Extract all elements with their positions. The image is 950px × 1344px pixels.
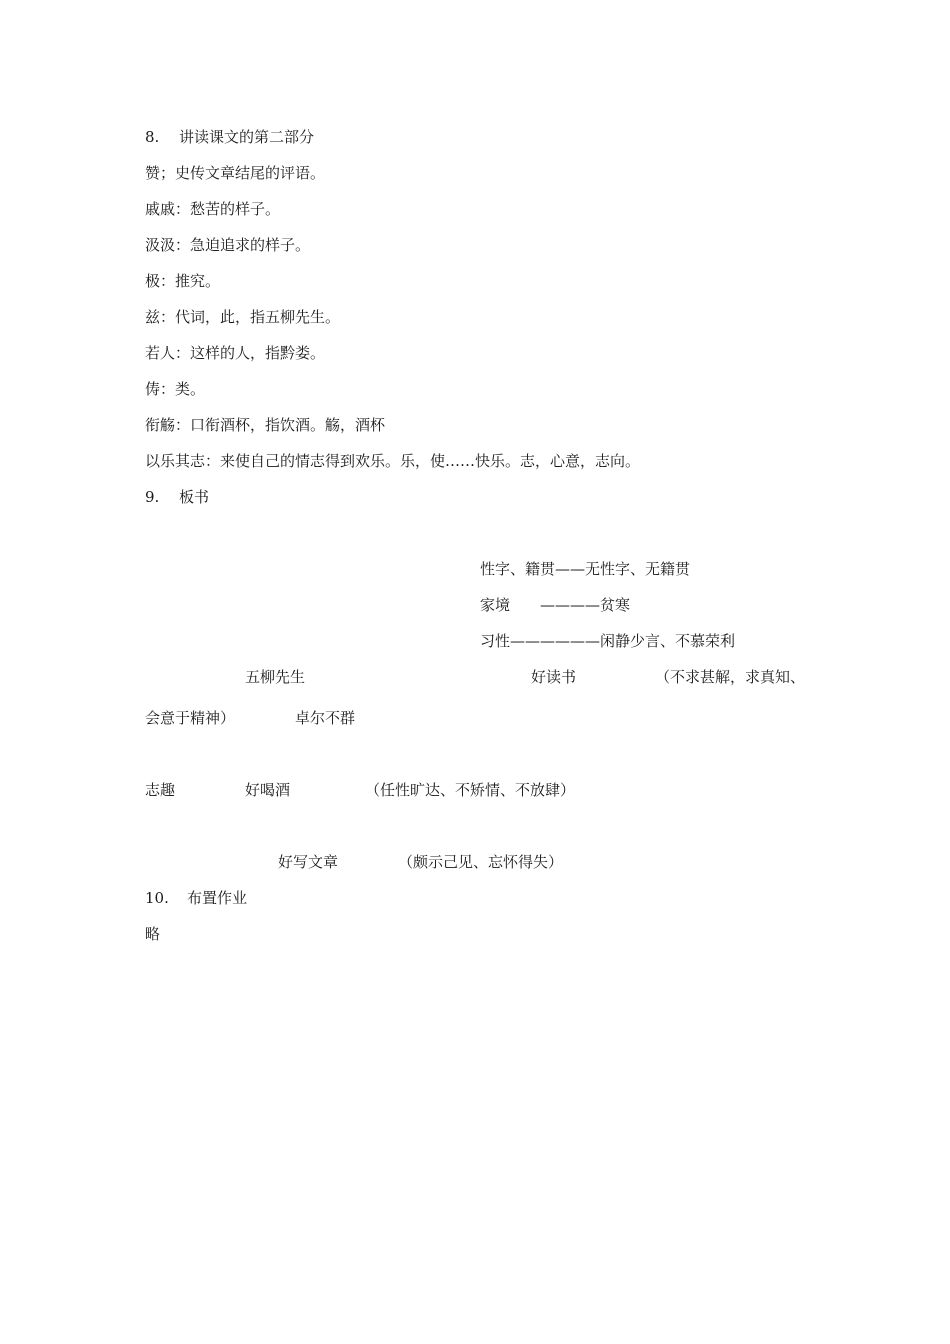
board-hobby-writing-note: （颇示己见、忘怀得失） xyxy=(398,853,564,871)
note-zi: 兹：代词，此，指五柳先生。 xyxy=(145,308,341,326)
board-zhiqu: 志趣 xyxy=(145,781,176,799)
note-xianshang: 衔觞：口衔酒杯，指饮酒。觞，酒杯 xyxy=(145,416,386,434)
board-hobby-writing: 好写文章 xyxy=(278,853,339,871)
note-qiqi: 戚戚：愁苦的样子。 xyxy=(145,200,281,218)
board-hobby-reading-note-b: 会意于精神） xyxy=(145,709,236,727)
note-yileqizhi: 以乐其志：来使自己的情志得到欢乐。乐，使……快乐。志，心意，志向。 xyxy=(145,452,641,470)
section-8-heading xyxy=(145,127,314,147)
section-10-number: 10. xyxy=(145,889,169,907)
note-ruoren: 若人：这样的人，指黔娄。 xyxy=(145,344,326,362)
board-hobby-drinking: 好喝酒 xyxy=(245,781,291,799)
board-hobby-drinking-note: （任性旷达、不矫情、不放肆） xyxy=(365,781,576,799)
board-habit-line: 习性——————闲静少言、不慕荣利 xyxy=(480,632,736,650)
note-zan: 赞；史传文章结尾的评语。 xyxy=(145,164,326,182)
note-chou: 俦：类。 xyxy=(145,380,206,398)
section-10-body: 略 xyxy=(145,925,161,943)
section-8-number: 8. xyxy=(145,128,160,146)
board-title: 五柳先生 xyxy=(245,668,306,686)
board-hobby-reading-note-a: （不求甚解，求真知、 xyxy=(655,668,806,686)
section-9-title: 板书 xyxy=(179,488,210,506)
board-origin-line: 性字、籍贯——无性字、无籍贯 xyxy=(480,560,691,578)
section-8-title: 讲读课文的第二部分 xyxy=(179,128,315,146)
note-jiji: 汲汲：急迫追求的样子。 xyxy=(145,236,311,254)
board-hobby-reading: 好读书 xyxy=(531,668,577,686)
note-ji: 极：推究。 xyxy=(145,272,221,290)
board-trait: 卓尔不群 xyxy=(295,709,356,727)
section-9-heading xyxy=(145,487,209,507)
section-10-title: 布置作业 xyxy=(187,889,248,907)
section-9-number: 9. xyxy=(145,488,160,506)
board-family-line: 家境 ————贫寒 xyxy=(480,596,631,614)
section-10-heading xyxy=(145,888,247,908)
